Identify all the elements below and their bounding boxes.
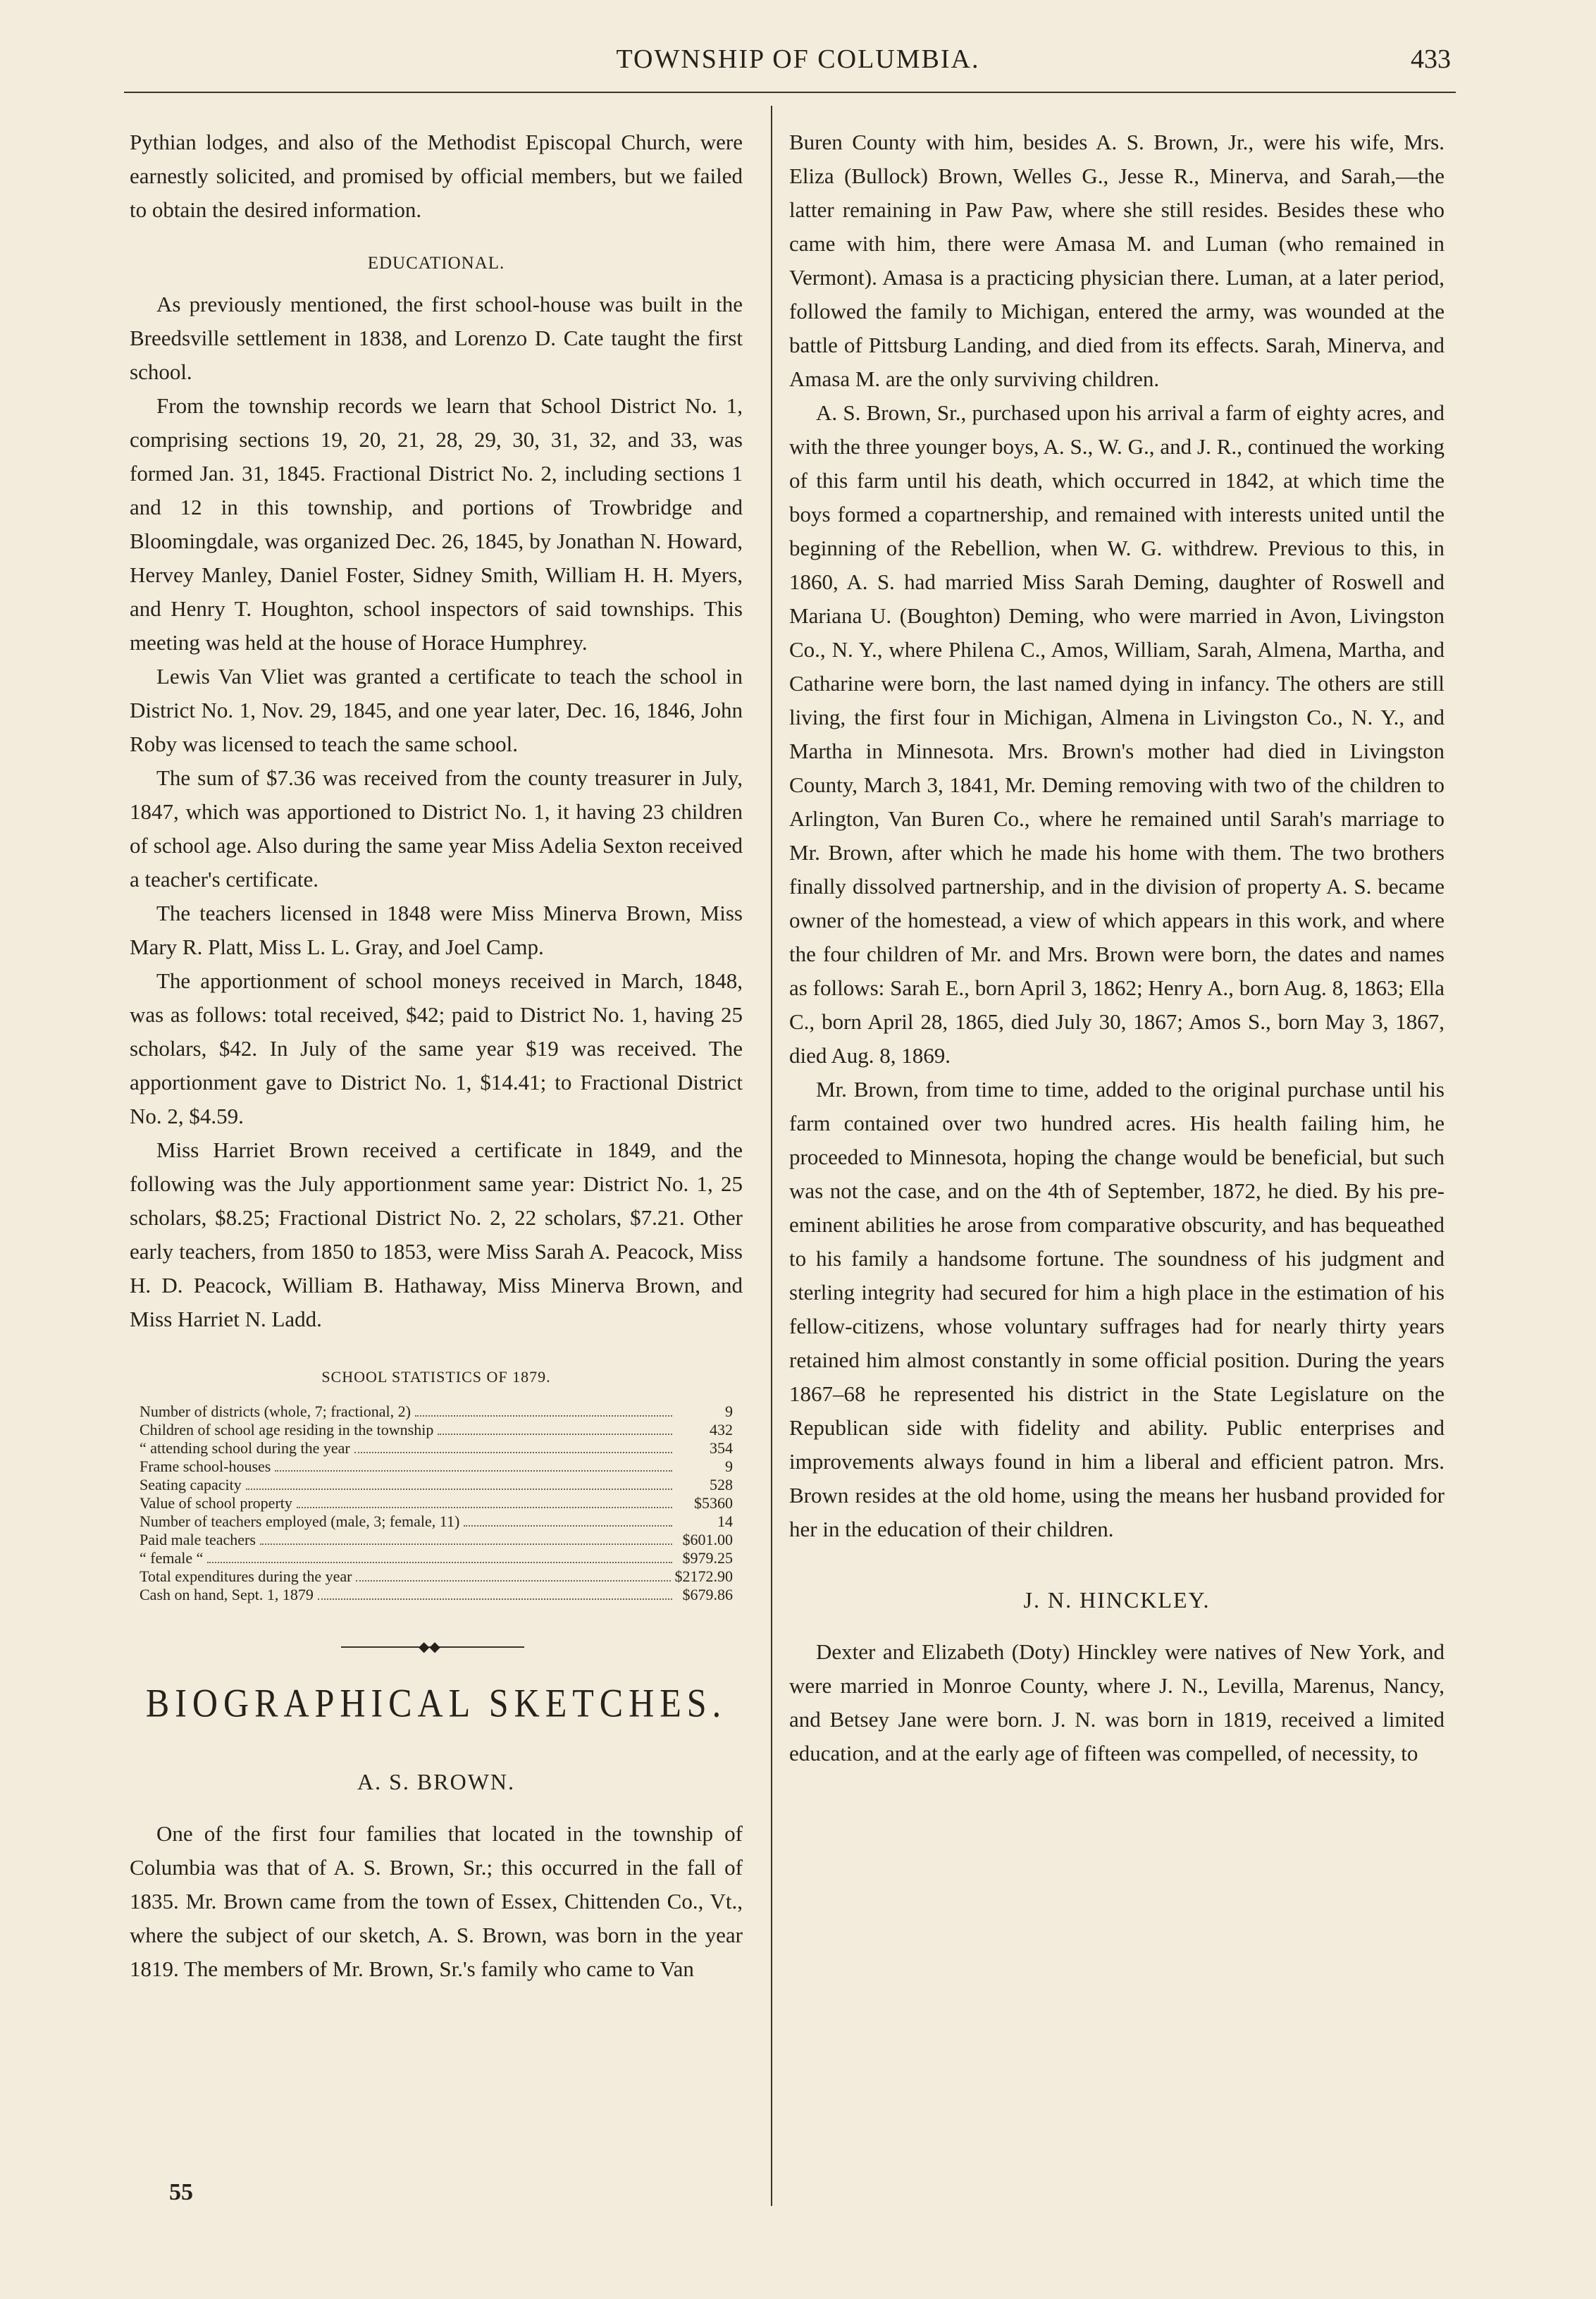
- stat-label: Paid male teachers: [140, 1531, 256, 1548]
- school-statistics-table: [130, 1403, 743, 1604]
- right-column: [789, 125, 1445, 1770]
- stat-row: [140, 1403, 733, 1421]
- hinckley-heading: J. N. HINCKLEY.: [1023, 1587, 1211, 1613]
- section-ornament: [130, 1637, 743, 1658]
- stat-value: $5360: [694, 1494, 733, 1512]
- paragraph: Lewis Van Vliet was granted a certificate to teach the school in District No. 1, Nov. 29, 1845, and one year later, Dec. 16, 1846, John Roby was licensed to teach the same school.: [130, 664, 743, 756]
- stat-value: $979.25: [682, 1549, 733, 1567]
- stat-row: [140, 1586, 733, 1604]
- stat-row: [140, 1512, 733, 1531]
- stat-row: [140, 1457, 733, 1476]
- paragraph: A. S. Brown, Sr., purchased upon his arrival a farm of eighty acres, and with the three younger boys, A. S., W. G., and J. R., continued the working of this farm until his death, which occurred in 1842, at which time the boys formed a copartnership, and remained with interests united until the beginning of the Rebellion, when W. G. withdrew. Previous to this, in 1860, A. S. had married Miss Sarah Deming, daughter of Roswell and Mariana U. (Boughton) Deming, who were married in Avon, Livingston Co., N. Y., where Philena C., Amos, William, Sarah, Almena, Martha, and Catharine were born, the last named dying in infancy. The others are still living, the first four in Michigan, Almena in Livingston Co., N. Y., and Martha in Minnesota. Mrs. Brown's mother had died in Livingston County, March 3, 1841, Mr. Deming removing with two of the children to Arlington, Van Buren Co., where he remained until Sarah's marriage to Mr. Brown, after which he made his home with them. The two brothers finally dissolved partnership, and in the division of property A. S. became owner of the homestead, a view of which appears in this work, and where the four children of Mr. and Mrs. Brown were born, the dates and names as follows: Sarah E., born April 3, 1862; Henry A., born Aug. 8, 1863; Ella C., born April 28, 1865, died July 30, 1867; Amos S., born May 3, 1867, died Aug. 8, 1869.: [789, 400, 1445, 1068]
- signature-mark: 55: [169, 2179, 193, 2205]
- stat-row: [140, 1531, 733, 1549]
- left-column: [130, 125, 743, 1986]
- stat-value: 9: [725, 1457, 733, 1475]
- stat-value: $679.86: [682, 1586, 733, 1603]
- stat-value: 9: [725, 1403, 733, 1420]
- stat-value: $601.00: [682, 1531, 733, 1548]
- stat-value: 14: [717, 1512, 733, 1530]
- stat-label: Frame school-houses: [140, 1457, 271, 1475]
- page-header: [0, 44, 1596, 86]
- paragraph: The sum of $7.36 was received from the county treasurer in July, 1847, which was apportioned to District No. 1, it having 23 children of school age. Also during the same year Miss Adelia Sexton received a teacher's certificate.: [130, 765, 743, 892]
- ornament-diamond-icon: ◆◆: [419, 1639, 440, 1655]
- paragraph: One of the first four families that located in the township of Columbia was that of A. S. Brown, Sr.; this occurred in the fall of 1835. Mr. Brown came from the town of Essex, Chittenden Co., Vt., where the subject of our sketch, A. S. Brown, was born in the year 1819. The members of Mr. Brown, Sr.'s family who came to Van: [130, 1821, 743, 1981]
- paragraph: Buren County with him, besides A. S. Brown, Jr., were his wife, Mrs. Eliza (Bullock) Brown, Welles G., Jesse R., Minerva, and Sarah,—the latter remaining in Paw Paw, where she still resides. Besides these who came with him, there were Amasa M. and Luman (who remained in Vermont). Amasa is a practicing physician there. Luman, at a later period, followed the family to Michigan, entered the army, was wounded at the battle of Pittsburg Landing, and died from its effects. Sarah, Minerva, and Amasa M. are the only surviving children.: [789, 130, 1445, 391]
- stat-value: 528: [710, 1476, 733, 1493]
- stat-value: 432: [710, 1421, 733, 1438]
- stat-row: [140, 1476, 733, 1494]
- page-number: 433: [1411, 44, 1451, 74]
- paragraph: From the township records we learn that School District No. 1, comprising sections 19, 20, 21, 28, 29, 30, 31, 32, and 33, was formed Jan. 31, 1845. Fractional District No. 2, including sections 1 and 12 in this township, and portions of Trowbridge and Bloomingdale, was organized Dec. 26, 1845, by Jonathan N. Howard, Hervey Manley, Daniel Foster, Sidney Smith, William H. H. Myers, and Henry T. Houghton, school inspectors of said townships. This meeting was held at the house of Horace Humphrey.: [130, 393, 743, 655]
- paragraph: The apportionment of school moneys received in March, 1848, was as follows: total received, $42; paid to District No. 1, having 25 scholars, $42. In July of the same year $19 was received. The apportionment gave to District No. 1, $14.41; to Fractional District No. 2, $4.59.: [130, 968, 743, 1128]
- column-divider: [771, 106, 772, 2206]
- stat-value: 354: [710, 1439, 733, 1457]
- paragraph: Mr. Brown, from time to time, added to the original purchase until his farm contained over two hundred acres. His health failing him, he proceeded to Minnesota, hoping the change would be beneficial, but such was not the case, and on the 4th of September, 1872, he died. By his pre-eminent abilities he arose from comparative obscurity, and has bequeathed to his family a handsome fortune. The soundness of his judgment and sterling integrity had secured for him a high place in the estimation of his fellow-citizens, whose voluntary suffrages had for nearly thirty years retained him almost constantly in some official position. During the years 1867–68 he represented his district in the State Legislature on the Republican side with fidelity and ability. Public enterprises and improvements always found in him a liberal and efficient patron. Mrs. Brown resides at the old home, using the means her husband provided for her in the education of their children.: [789, 1077, 1445, 1541]
- biographical-sketches-heading: BIOGRAPHICAL SKETCHES.: [145, 1679, 727, 1726]
- stats-title: SCHOOL STATISTICS OF 1879.: [321, 1368, 551, 1386]
- paragraph: As previously mentioned, the first school-house was built in the Breedsville settlement in 1838, and Lorenzo D. Cate taught the first school.: [130, 292, 743, 384]
- stat-label: Number of teachers employed (male, 3; female, 11): [140, 1512, 460, 1530]
- educational-heading: EDUCATIONAL.: [367, 254, 505, 273]
- stat-label: “ female “: [140, 1549, 204, 1567]
- stat-row: [140, 1494, 733, 1512]
- intro-paragraph: Pythian lodges, and also of the Methodist Episcopal Church, were earnestly solicited, and promised by official members, but we failed to obtain the desired information.: [130, 130, 743, 222]
- header-rule: [124, 92, 1456, 93]
- stat-label: Total expenditures during the year: [140, 1567, 352, 1585]
- stat-label: Seating capacity: [140, 1476, 242, 1493]
- stat-label: Value of school property: [140, 1494, 292, 1512]
- stat-row: [140, 1439, 733, 1457]
- paragraph: The teachers licensed in 1848 were Miss Minerva Brown, Miss Mary R. Platt, Miss L. L. Gray, and Joel Camp.: [130, 901, 743, 959]
- stat-label: Children of school age residing in the township: [140, 1421, 434, 1438]
- stat-row: [140, 1567, 733, 1586]
- paragraph: Miss Harriet Brown received a certificate in 1849, and the following was the July apportionment same year: District No. 1, 25 scholars, $8.25; Fractional District No. 2, 22 scholars, $7.21. Other early teachers, from 1850 to 1853, were Miss Sarah A. Peacock, Miss H. D. Peacock, William B. Hathaway, Miss Minerva Brown, and Miss Harriet N. Ladd.: [130, 1138, 743, 1331]
- stat-label: Cash on hand, Sept. 1, 1879: [140, 1586, 314, 1603]
- paragraph: Dexter and Elizabeth (Doty) Hinckley were natives of New York, and were married in Monroe County, where J. N., Levilla, Marenus, Nancy, and Betsey Jane were born. J. N. was born in 1819, received a limited education, and at the early age of fifteen was compelled, of necessity, to: [789, 1639, 1445, 1765]
- stat-value: $2172.90: [674, 1567, 733, 1585]
- stat-row: [140, 1549, 733, 1567]
- stat-row: [140, 1421, 733, 1439]
- running-title: TOWNSHIP OF COLUMBIA.: [616, 44, 980, 74]
- brown-heading: A. S. BROWN.: [357, 1769, 515, 1794]
- stat-label: “ attending school during the year: [140, 1439, 350, 1457]
- stat-label: Number of districts (whole, 7; fractional, 2): [140, 1403, 411, 1420]
